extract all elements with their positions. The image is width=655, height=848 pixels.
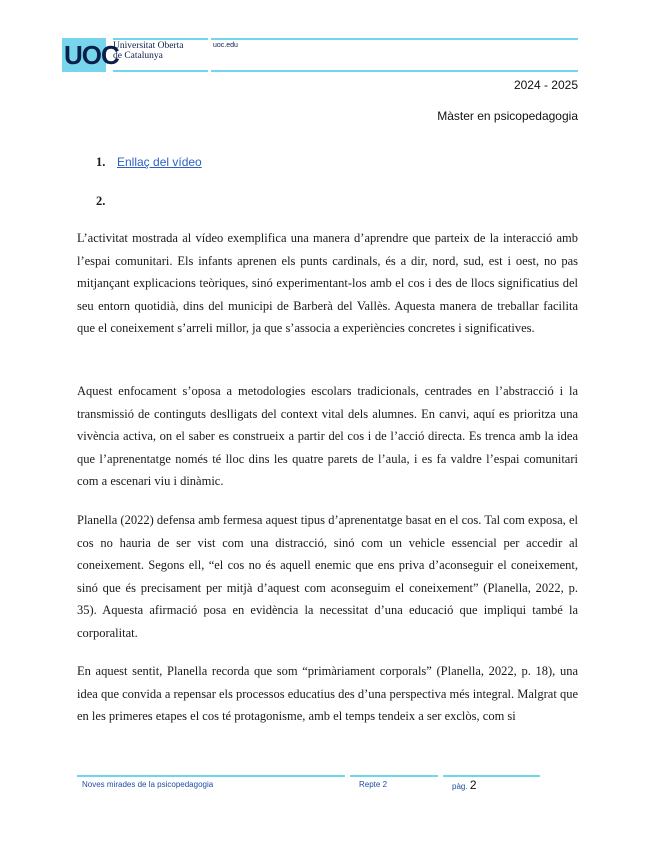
paragraph-1: L’activitat mostrada al vídeo exemplifica una manera d’aprendre que parteix de la interacció amb l’espai comunitari. Els infants aprenen els punts cardinals, és a dir, nord, sud, est i oest, no pas mitjançant explicacions teòriques, sinó experimentant-los amb el cos i des de llocs significatius del seu entorn quotidià, dins del municipi de Barberà del Vallès. Aquesta manera de treballar facilita que el coneixement s’arreli millor, ja que s’associa a experiències concretes i significatives. — [77, 231, 578, 335]
header-rule-bottom-left — [113, 70, 208, 72]
page-number: 2 — [469, 778, 477, 792]
footer-course-name: Noves mirades de la psicopedagogia — [82, 780, 214, 789]
footer-rule-middle — [350, 775, 438, 777]
page-label: pàg. — [452, 782, 468, 791]
university-name-line1: Universitat Oberta — [113, 41, 184, 51]
header-domain: uoc.edu — [213, 42, 238, 49]
paragraph-4: En aquest sentit, Planella recorda que som “primàriament corporals” (Planella, 2022, p. 18), una idea que convida a repensar els processos educatius des d’una perspectiva més integral. Malgrat que en les primeres etapes el cos té protagonisme, amb el temps tendeix a ser exclòs, com si — [77, 664, 578, 723]
program-name: Màster en psicopedagogia — [437, 109, 578, 123]
paragraph-3: Planella (2022) defensa amb fermesa aquest tipus d’aprenentatge basat en el cos. Tal com exposa, el cos no hauria de ser vist com una distracció, sinó com un vehicle essencial per accedir al coneixement. Segons ell, “el cos no és aquell enemic que ens priva d’aconseguir el coneixement, sinó que és precisament per mitjà d’aquest com aconseguim el coneixement” (Planella, 2022, p. 35). Aquesta afirmació posa en evidència la necessitat d’una educació que impliqui també la corporalitat. — [77, 513, 578, 640]
paragraph-2: Aquest enfocament s’oposa a metodologies escolars tradicionals, centrades en l’abstracció i la transmissió de continguts deslligats del context vital dels alumnes. En canvi, aquí es prioritza una vivència activa, on el saber es construeix a partir del cos i de l’acció directa. Es trenca amb la idea que l’aprenentatge només té lloc dins les quatre parets de l’aula, i es fa valdre l’espai comunitari com a escenari viu i dinàmic. — [77, 384, 578, 488]
academic-year: 2024 - 2025 — [513, 78, 578, 92]
logo-text: UOC — [64, 40, 119, 70]
footer-page — [452, 778, 477, 792]
header-rule-top-left — [113, 38, 208, 40]
video-link[interactable]: Enllaç del vídeo — [117, 155, 202, 169]
university-name-line2: de Catalunya — [113, 51, 163, 61]
footer-challenge: Repte 2 — [359, 780, 388, 789]
footer-rule-right — [443, 775, 540, 777]
list-number-2: 2. — [96, 194, 106, 208]
header-rule-top-right — [211, 38, 578, 40]
list-number-1: 1. — [96, 155, 106, 169]
footer-rule-left — [77, 775, 345, 777]
uoc-logo — [62, 38, 119, 72]
university-name — [113, 41, 208, 61]
header-rule-bottom-right — [211, 70, 578, 72]
